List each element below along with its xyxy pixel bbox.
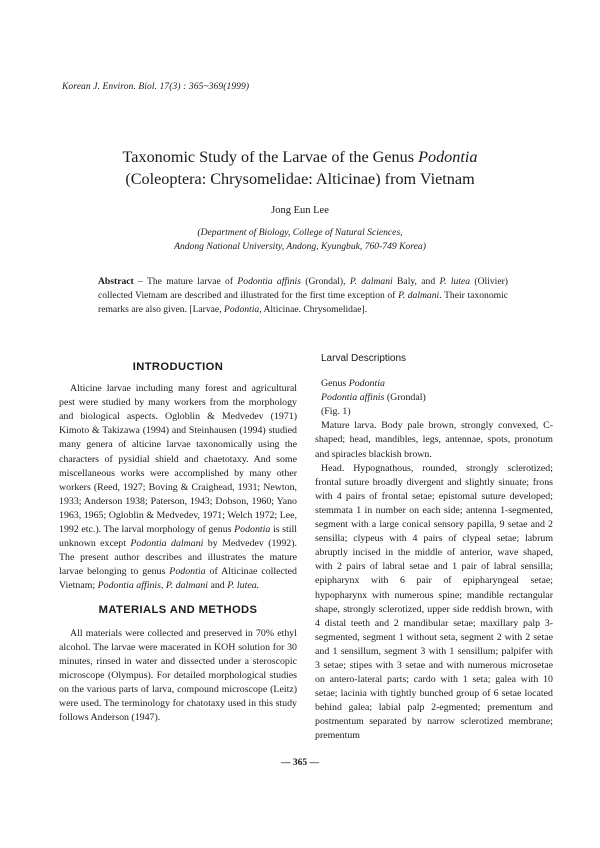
left-column	[59, 356, 297, 725]
title-line2: (Coleoptera: Chrysomelidae: Alticinae) from Vietnam	[125, 170, 475, 188]
title-genus: Podontia	[418, 148, 478, 166]
introduction-heading: INTRODUCTION	[132, 361, 224, 373]
methods-paragraph: All materials were collected and preserved in 70% ethyl alcohol. The larvae were macerated in KOH solution for 30 minutes, rinsed in water and dissected under a steroscopic microscope (Olympus). For detailed morphological studies on the various parts of larva, compound microscope (Leitz) were used. The terminology for chatotaxy used in this study follows Anderson (1947).	[59, 627, 297, 724]
introduction-paragraph	[59, 382, 297, 593]
figure-reference: (Fig. 1)	[321, 406, 351, 418]
abstract	[98, 275, 508, 317]
abstract-text: Baly, and	[392, 276, 440, 287]
abstract-species: P. dalmani	[349, 276, 393, 287]
head-paragraph: Head. Hypognathous, rounded, strongly sclerotized; frontal suture broadly divergent and slightly sinuate; frons with 4 pairs of frontal setae; epistomal suture developed; stemmata 1 in number on each side; antenna 1-segmented, segment with a large conical sensory papilla, 9 setae and 2 sensilla; clypeus with 4 pairs of clypeal setae; labrum abruptly incised in the middle of anterior, wave shaped, with 2 pairs of labral setae and 1 pair of labral sensilla; epipharynx with 6 pair of epipharyngeal setae; hypopharynx with numerous spine; mandible rectangular shape, strongly sclerotized, upper side reddish brown, with 4 distal teeth and 2 mandibular setae; maxillary palp 3-segmented, segment 1 without seta, segment 2 with 2 setae and 1 sensillum, segment 3 with 1 sensillum; palpifer with 3 setae; stipes with 3 setae and with numerous microsetae on antero-lateral parts; cardo with 1 seta; galea with 10 setae; lacinia with tightly bunched group of 6 setae located behind galea; labial palp 2-egmented; prementum and postmentum separated by narrow sclerotized membrane; prementum	[315, 462, 553, 742]
genus-label: Genus	[321, 378, 349, 390]
intro-species: P. lutea.	[227, 580, 260, 592]
author-name: Jong Eun Lee	[271, 205, 329, 216]
abstract-species: P. dalmani	[398, 290, 440, 301]
genus-line	[315, 377, 553, 391]
abstract-genus: Podontia	[224, 304, 260, 315]
intro-species: Podontia affinis, P. dalmani	[97, 580, 208, 592]
intro-text: by Medvedev (1992). The present author describes and illustrates the mature larvae belonging to genus	[59, 538, 297, 578]
mature-larva-paragraph: Mature larva. Body pale brown, strongly convexed, C-shaped; head, mandibles, legs, antennae, spots, pronotum and spiracles blackish brown.	[315, 420, 553, 460]
author-affiliation	[0, 226, 600, 254]
abstract-text: (Olivier) collected Vietnam are described and illustrated for the first time exception of	[98, 276, 508, 301]
abstract-label: Abstract	[98, 276, 134, 287]
affiliation-line2: Andong National University, Andong, Kyungbuk, 760-749 Korea)	[174, 241, 426, 252]
genus-name: Podontia	[348, 378, 385, 390]
abstract-text: . Their taxonomic remarks are also given. [Larvae,	[98, 290, 508, 315]
species-line	[315, 391, 553, 405]
intro-genus: Podontia	[234, 524, 271, 536]
abstract-text: – The mature larvae of	[133, 276, 238, 287]
species-author: (Grondal)	[384, 392, 426, 404]
intro-text: Alticine larvae including many forest and agricultural pest were studied by many workers from the morphology and biological aspects. Ogloblin & Medvedev (1971) Kimoto & Takizawa (1994) and Steinhausen (1994) studied many genera of alticine larvae taxonomically using the characters of pysidial shield and chaetotaxy. And some miscellaneous works were accomplished by many other workers (Reed, 1927; Boving & Craighead, 1931; Newton, 1933; Anderson 1938; Paterson, 1943; Dobson, 1960; Yano 1963, 1965; Ogloblin & Medvedev, 1971; Welch 1972; Lee, 1992 etc.). The larval morphology of genus	[59, 383, 297, 536]
intro-text: and	[208, 580, 228, 592]
species-name: Podontia affinis	[321, 392, 385, 404]
intro-species: Podontia dalmani	[130, 538, 204, 550]
abstract-text: , Alticinae. Chrysomelidae].	[259, 304, 368, 315]
abstract-species: P. lutea	[439, 276, 471, 287]
intro-text: is still unknown except	[59, 524, 297, 550]
journal-citation: Korean J. Environ. Biol. 17(3) : 365~369(1999)	[62, 82, 250, 92]
larval-descriptions-heading: Larval Descriptions	[321, 353, 407, 364]
intro-genus: Podontia	[169, 566, 206, 578]
paper-title	[40, 146, 560, 190]
abstract-text: (Grondal),	[300, 276, 350, 287]
title-line1: Taxonomic Study of the Larvae of the Genus	[122, 148, 419, 166]
methods-heading: MATERIALS AND METHODS	[98, 603, 258, 616]
intro-text: of Alticinae collected Vietnam;	[59, 566, 297, 592]
page-number: — 365 —	[281, 758, 319, 768]
affiliation-line1: (Department of Biology, College of Natural Sciences,	[197, 227, 403, 238]
right-column	[315, 353, 553, 744]
abstract-species: Podontia affinis	[237, 276, 301, 287]
